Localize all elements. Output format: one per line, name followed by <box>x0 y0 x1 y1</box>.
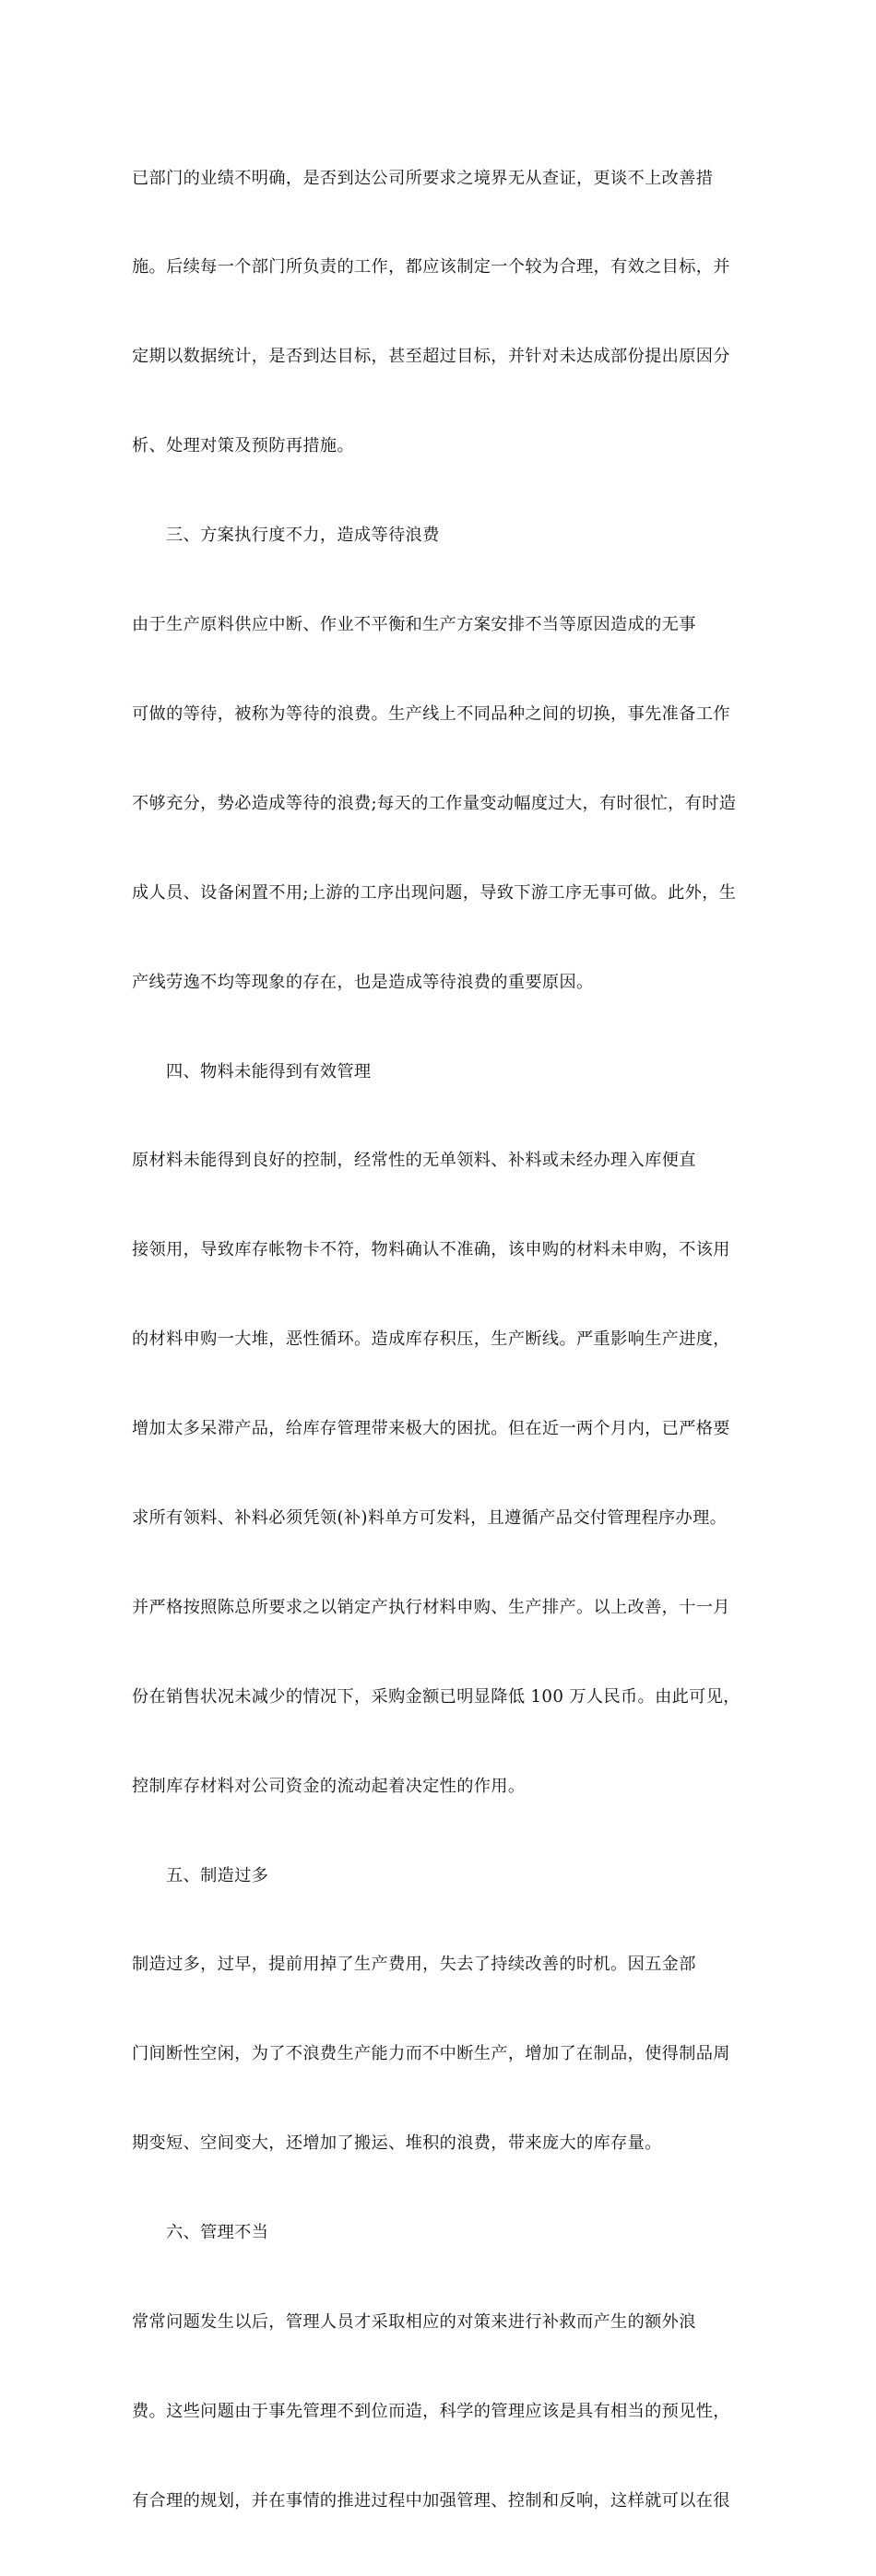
text-line: 已部门的业绩不明确，是否到达公司所要求之境界无从查证，更谈不上改善措 <box>132 168 714 188</box>
text-line: 定期以数据统计，是否到达目标，甚至超过目标，并针对未达成部份提出原因分 <box>132 347 730 367</box>
section-heading-4: 四、物料未能得到有效管理 <box>166 1061 372 1081</box>
section-heading-5: 五、制造过多 <box>166 1865 269 1885</box>
text-line: 有合理的规划，并在事情的推进过程中加强管理、控制和反响，这样就可以在很 <box>132 2490 730 2511</box>
document-body <box>132 104 748 2576</box>
text-line: 成人员、设备闲置不用;上游的工序出现问题，导致下游工序无事可做。此外，生 <box>132 882 737 903</box>
text-line: 接领用，导致库存帐物卡不符，物料确认不准确，该申购的材料未申购，不该用 <box>132 1240 730 1260</box>
section-heading-6: 六、管理不当 <box>166 2223 269 2243</box>
paragraph-overproduction <box>132 1891 748 2218</box>
text-line: 原材料未能得到良好的控制，经常性的无单领料、补料或未经办理入库便直 <box>132 1151 696 1171</box>
text-line: 由于生产原料供应中断、作业不平衡和生产方案安排不当等原因造成的无事 <box>132 615 696 635</box>
text-line: 产线劳逸不均等现象的存在，也是造成等待浪费的重要原因。 <box>132 972 594 992</box>
text-line: 期变短、空间变大，还增加了搬运、堆积的浪费，带来庞大的库存量。 <box>132 2133 662 2154</box>
paragraph-improper-management <box>132 2248 748 2575</box>
text-line: 可做的等待，被称为等待的浪费。生产线上不同品种之间的切换，事先准备工作 <box>132 703 730 724</box>
text-line: 求所有领料、补料必须凭领(补)料单方可发料，且遵循产品交付管理程序办理。 <box>132 1507 728 1528</box>
text-line: 并严格按照陈总所要求之以销定产执行材料申购、生产排产。以上改善，十一月 <box>132 1597 730 1617</box>
text-line: 增加太多呆滞产品，给库存管理带来极大的困扰。但在近一两个月内，已严格要 <box>132 1419 730 1439</box>
paragraph-waiting-waste <box>132 550 748 1057</box>
text-line: 析、处理对策及预防再措施。 <box>132 436 354 456</box>
text-line: 的材料申购一大堆，恶性循环。造成库存积压，生产断线。严重影响生产进度， <box>132 1329 730 1350</box>
paragraph-material-management <box>132 1087 748 1861</box>
text-line: 门间断性空闲，为了不浪费生产能力而不中断生产，增加了在制品，使得制品周 <box>132 2044 730 2064</box>
section-heading-3: 三、方案执行度不力，造成等待浪费 <box>166 526 440 546</box>
text-line: 份在销售状况未减少的情况下，采购金额已明显降低 100 万人民币。由此可见， <box>132 1686 740 1707</box>
text-line: 制造过多，过早，提前用掉了生产费用，失去了持续改善的时机。因五金部 <box>132 1955 696 1975</box>
text-line: 费。这些问题由于事先管理不到位而造，科学的管理应该是具有相当的预见性， <box>132 2401 730 2421</box>
text-line: 常常问题发生以后，管理人员才采取相应的对策来进行补救而产生的额外浪 <box>132 2311 696 2332</box>
text-line: 不够充分，势必造成等待的浪费;每天的工作量变动幅度过大，有时很忙，有时造 <box>132 793 737 813</box>
paragraph-targets-intro <box>132 104 748 521</box>
text-line: 施。后续每一个部门所负责的工作，都应该制定一个较为合理，有效之目标，并 <box>132 257 730 278</box>
text-line: 控制库存材料对公司资金的流动起着决定性的作用。 <box>132 1776 526 1796</box>
